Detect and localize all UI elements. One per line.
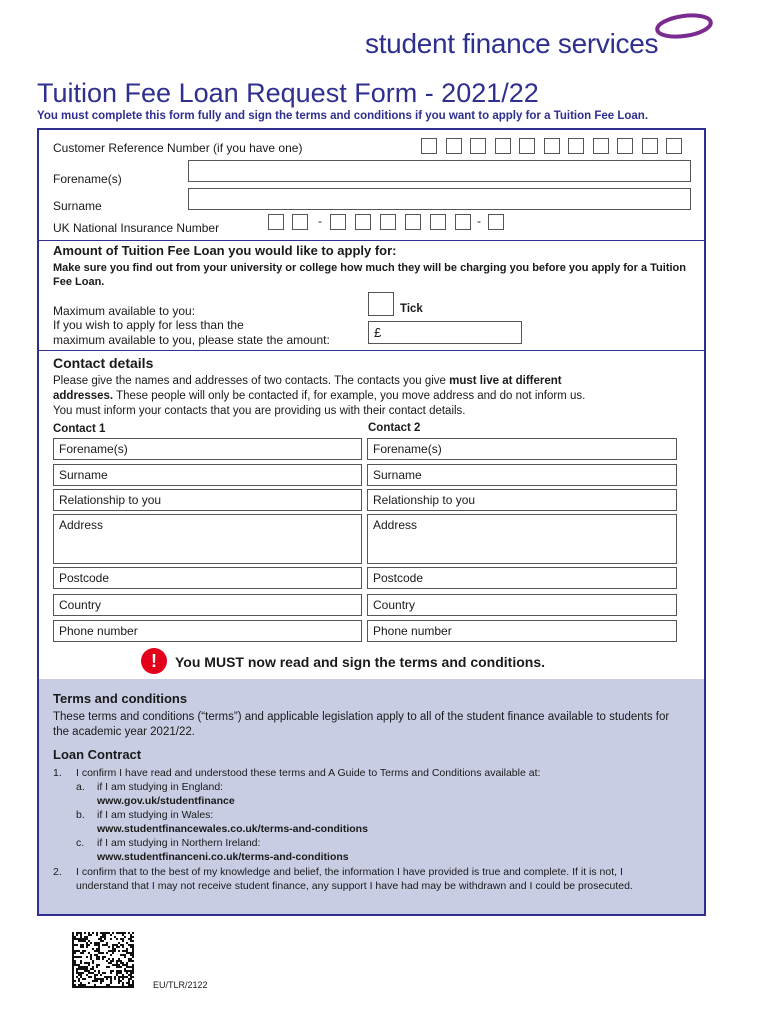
term-1a-text: if I am studying in England:	[97, 781, 224, 793]
contact1-label: Contact 1	[53, 423, 106, 435]
contact2-address-input[interactable]: Address	[367, 514, 677, 564]
term-1-number: 1.	[53, 767, 62, 779]
crn-digit-box[interactable]	[642, 138, 658, 154]
contact1-phone-input[interactable]: Phone number	[53, 620, 362, 642]
less-amount-label-2: maximum available to you, please state the amount:	[53, 333, 330, 347]
brand-name: student finance services	[365, 28, 659, 59]
ni-char-box[interactable]	[330, 214, 346, 230]
forename-input[interactable]	[188, 160, 691, 182]
crn-digit-box[interactable]	[666, 138, 682, 154]
divider	[39, 240, 704, 241]
alert-text: You MUST now read and sign the terms and conditions.	[175, 654, 545, 670]
ni-char-box[interactable]	[292, 214, 308, 230]
ni-char-box[interactable]	[430, 214, 446, 230]
loan-contract-heading: Loan Contract	[53, 747, 142, 762]
ni-char-box[interactable]	[268, 214, 284, 230]
amount-note: Make sure you find out from your university or college how much they will be charging you before you apply for a Tuition Fee Loan.	[53, 262, 686, 288]
max-available-label: Maximum available to you:	[53, 304, 196, 318]
term-1b-number: b.	[76, 809, 85, 821]
contacts-heading: Contact details	[53, 355, 154, 371]
term-1b-text: if I am studying in Wales:	[97, 809, 214, 821]
term-2-text: I confirm that to the best of my knowledge and belief, the information I have provided is true and complete. If it is not, I understand that I may not receive student finance, any support I have had may be withdrawn and I could be prosecuted.	[76, 866, 633, 892]
crn-digit-box[interactable]	[593, 138, 609, 154]
wales-link[interactable]: www.studentfinancewales.co.uk/terms-and-conditions	[97, 823, 368, 835]
max-tick-checkbox[interactable]	[368, 292, 394, 316]
less-amount-label-1: If you wish to apply for less than the	[53, 318, 244, 332]
tick-label: Tick	[400, 303, 423, 315]
contact1-country-input[interactable]: Country	[53, 594, 362, 616]
contact1-address-input[interactable]: Address	[53, 514, 362, 564]
crn-digit-box[interactable]	[568, 138, 584, 154]
ni-char-box[interactable]	[405, 214, 421, 230]
crn-digit-box[interactable]	[617, 138, 633, 154]
alert-icon: !	[141, 648, 167, 674]
contact1-forename-input[interactable]: Forename(s)	[53, 438, 362, 460]
term-1a-number: a.	[76, 781, 85, 793]
surname-label: Surname	[53, 199, 102, 213]
terms-intro: These terms and conditions (“terms”) and applicable legislation apply to all of the student finance available to students for the academic year 2021/22.	[53, 711, 670, 738]
term-1c-number: c.	[76, 837, 85, 849]
contact2-phone-input[interactable]: Phone number	[367, 620, 677, 642]
brand-logo-swoosh-icon	[652, 10, 714, 42]
crn-digit-box[interactable]	[421, 138, 437, 154]
ni-char-box[interactable]	[455, 214, 471, 230]
ni-char-box[interactable]	[380, 214, 396, 230]
crn-digit-box[interactable]	[519, 138, 535, 154]
contact2-postcode-input[interactable]: Postcode	[367, 567, 677, 589]
page-subtitle: You must complete this form fully and sign the terms and conditions if you want to apply for a Tuition Fee Loan.	[37, 110, 649, 122]
barcode-icon	[72, 932, 134, 988]
ni-char-box[interactable]	[488, 214, 504, 230]
crn-digit-box[interactable]	[495, 138, 511, 154]
divider	[39, 350, 704, 351]
crn-digit-box[interactable]	[446, 138, 462, 154]
contact1-surname-input[interactable]: Surname	[53, 464, 362, 486]
contact2-surname-input[interactable]: Surname	[367, 464, 677, 486]
england-link[interactable]: www.gov.uk/studentfinance	[97, 795, 235, 807]
crn-digit-box[interactable]	[470, 138, 486, 154]
contacts-intro: Please give the names and addresses of two contacts. The contacts you give must live at different addresses. These people will only be contacted if, for example, you move address and do not inform us. You must inform your contacts that you are providing us with their contact details.	[53, 375, 586, 417]
contact1-postcode-input[interactable]: Postcode	[53, 567, 362, 589]
term-2-number: 2.	[53, 866, 62, 878]
page-title: Tuition Fee Loan Request Form - 2021/22	[37, 78, 539, 108]
contact2-forename-input[interactable]: Forename(s)	[367, 438, 677, 460]
term-1-text: I confirm I have read and understood these terms and A Guide to Terms and Conditions available at:	[76, 767, 541, 779]
ni-separator: -	[477, 214, 481, 228]
amount-input[interactable]	[368, 321, 522, 344]
terms-heading: Terms and conditions	[53, 691, 188, 706]
contact2-label: Contact 2	[368, 422, 421, 434]
crn-digit-box[interactable]	[544, 138, 560, 154]
contact1-relationship-input[interactable]: Relationship to you	[53, 489, 362, 511]
crn-label: Customer Reference Number (if you have one)	[53, 141, 303, 155]
amount-heading: Amount of Tuition Fee Loan you would like to apply for:	[53, 243, 397, 258]
northern-ireland-link[interactable]: www.studentfinanceni.co.uk/terms-and-conditions	[97, 851, 349, 863]
currency-symbol: £	[374, 325, 382, 340]
forename-label: Forename(s)	[53, 172, 122, 186]
contact2-country-input[interactable]: Country	[367, 594, 677, 616]
ni-separator: -	[318, 214, 322, 228]
contact2-relationship-input[interactable]: Relationship to you	[367, 489, 677, 511]
ni-char-box[interactable]	[355, 214, 371, 230]
term-1c-text: if I am studying in Northern Ireland:	[97, 837, 261, 849]
ni-label: UK National Insurance Number	[53, 221, 220, 235]
form-code: EU/TLR/2122	[153, 980, 208, 990]
surname-input[interactable]	[188, 188, 691, 210]
